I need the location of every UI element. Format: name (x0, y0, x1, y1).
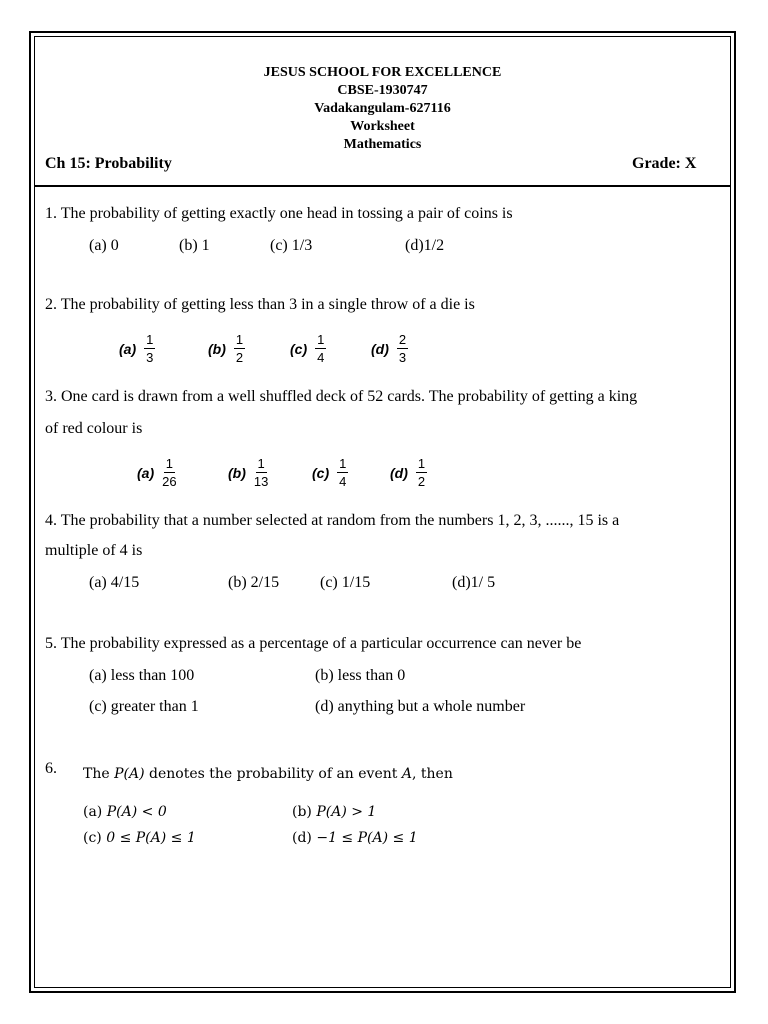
fraction-numerator: 1 (146, 332, 154, 347)
stem-text: , then (411, 766, 453, 782)
q6-option-d (292, 830, 418, 846)
option-label: (b) (208, 341, 226, 357)
question-3-line-2: of red colour is (45, 420, 143, 437)
fraction-numerator: 1 (417, 456, 426, 471)
q1-option-d: (d)1/2 (405, 237, 445, 254)
fraction-denominator: 2 (235, 350, 244, 365)
q4-option-a: (a) 4/15 (89, 574, 140, 591)
option-expression: 0 ≤ P(A) ≤ 1 (106, 830, 196, 846)
option-label: (d) (292, 830, 312, 846)
fraction-numerator: 1 (317, 332, 325, 347)
fraction-numerator: 1 (165, 456, 173, 471)
chapter-title: Ch 15: Probability (45, 155, 172, 172)
option-expression: −1 ≤ P(A) ≤ 1 (316, 830, 418, 846)
q2-option-c (290, 333, 326, 365)
option-label: (c) (312, 465, 330, 481)
fraction-denominator: 2 (417, 474, 426, 489)
question-6-stem (83, 766, 453, 782)
stem-math: P(A) (114, 766, 145, 782)
option-label: (c) (290, 341, 308, 357)
question-4-line-1: 4. The probability that a number selected at random from the numbers 1, 2, 3, ......, 15 is a (45, 512, 620, 529)
q1-option-a: (a) 0 (89, 237, 119, 254)
doc-type: Worksheet (350, 119, 415, 134)
q3-option-d (390, 457, 427, 489)
option-label: (d) (390, 465, 408, 481)
option-label: (a) (119, 341, 137, 357)
fraction-numerator: 1 (235, 332, 244, 347)
q6-option-a (83, 804, 167, 820)
fraction-denominator: 3 (146, 350, 154, 365)
q5-option-a: (a) less than 100 (89, 667, 195, 684)
option-label: (b) (228, 465, 246, 481)
question-3-line-1: 3. One card is drawn from a well shuffled deck of 52 cards. The probability of getting a king (45, 388, 638, 405)
fraction-denominator: 13 (253, 474, 269, 489)
q6-option-c (83, 830, 196, 846)
option-label: (c) (83, 830, 102, 846)
q4-option-d: (d)1/ 5 (452, 574, 496, 591)
q2-option-a (119, 333, 155, 365)
q6-option-b (292, 804, 376, 820)
option-expression: P(A) < 0 (106, 804, 167, 820)
question-6-number: 6. (45, 760, 57, 777)
board-code: CBSE-1930747 (337, 83, 428, 98)
fraction-denominator: 3 (398, 350, 407, 365)
q4-option-b: (b) 2/15 (228, 574, 280, 591)
q3-option-b (228, 457, 268, 489)
option-label: (d) (371, 341, 389, 357)
q3-option-c (312, 457, 348, 489)
school-location: Vadakangulam-627116 (314, 101, 451, 116)
q5-option-d: (d) anything but a whole number (315, 698, 526, 715)
option-label: (b) (292, 804, 312, 820)
q5-option-c: (c) greater than 1 (89, 698, 199, 715)
q2-option-d (371, 333, 408, 365)
subject: Mathematics (343, 137, 422, 152)
q1-option-b: (b) 1 (179, 237, 210, 254)
option-label: (a) (83, 804, 103, 820)
question-5-text: 5. The probability expressed as a percentage of a particular occurrence can never be (45, 635, 582, 652)
school-name: JESUS SCHOOL FOR EXCELLENCE (263, 65, 502, 80)
fraction-denominator: 4 (339, 474, 347, 489)
stem-math: A (401, 766, 412, 782)
stem-text: denotes the probability of an event (144, 766, 402, 782)
fraction-numerator: 2 (398, 332, 407, 347)
fraction-numerator: 1 (257, 456, 265, 471)
q1-option-c: (c) 1/3 (270, 237, 313, 254)
fraction-denominator: 4 (317, 350, 325, 365)
q3-option-a (137, 457, 177, 489)
grade-label: Grade: X (632, 155, 697, 172)
fraction-numerator: 1 (339, 456, 347, 471)
q5-option-b: (b) less than 0 (315, 667, 406, 684)
fraction-denominator: 26 (162, 474, 177, 489)
question-2-text: 2. The probability of getting less than 3 in a single throw of a die is (45, 296, 475, 313)
option-expression: P(A) > 1 (316, 804, 377, 820)
question-1-text: 1. The probability of getting exactly one head in tossing a pair of coins is (45, 205, 513, 222)
q2-option-b (208, 333, 245, 365)
q4-option-c: (c) 1/15 (320, 574, 371, 591)
header-divider (34, 185, 731, 187)
stem-text: The (83, 766, 115, 782)
option-label: (a) (137, 465, 155, 481)
question-4-line-2: multiple of 4 is (45, 542, 143, 559)
